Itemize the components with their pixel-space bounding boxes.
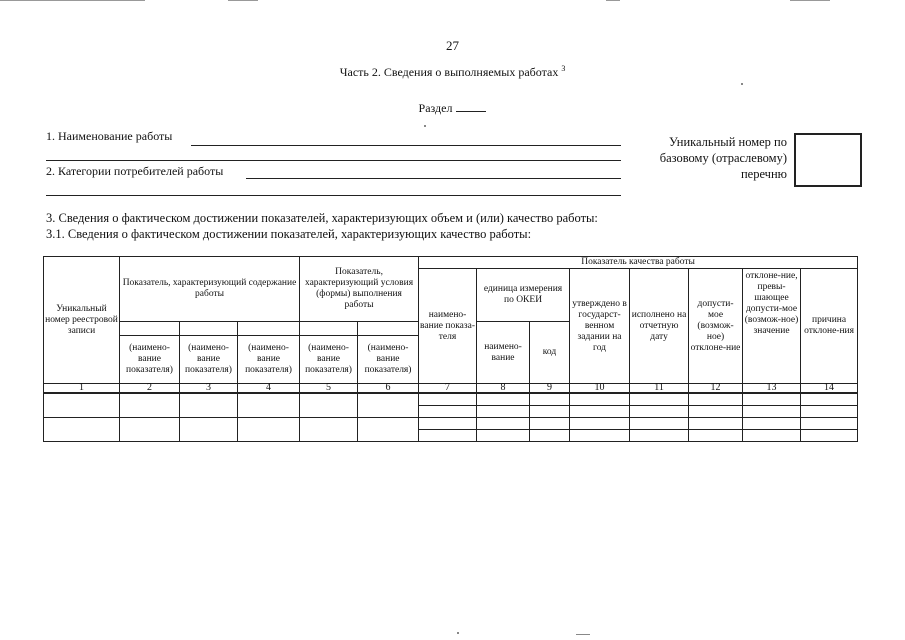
table-cell [530, 406, 570, 418]
top-edge-mark [790, 0, 830, 1]
column-number: 3 [180, 384, 238, 394]
header-allowed-deviation: допусти-мое (возмож-ное) отклоне-ние [689, 269, 743, 384]
table-cell [801, 430, 858, 442]
table-cell [358, 393, 419, 418]
table-cell [238, 418, 300, 442]
column-number: 4 [238, 384, 300, 394]
quality-indicators-table [43, 256, 858, 442]
table-cell [689, 418, 743, 430]
table-cell [120, 393, 180, 418]
header-conditions-indicator-2: (наимено-вание показателя) [358, 336, 419, 384]
field-consumers-line [246, 178, 621, 179]
column-number: 11 [630, 384, 689, 394]
unique-number-box [794, 133, 862, 187]
header-content-group: Показатель, характеризующий содержание работы [120, 257, 300, 322]
part-title [0, 64, 905, 80]
table-cell [630, 393, 689, 406]
table-cell [630, 406, 689, 418]
table-cell [530, 393, 570, 406]
footnote-marker: 3 [561, 64, 566, 73]
top-edge-mark [228, 0, 258, 1]
section-number-blank [456, 99, 486, 112]
scan-speck [457, 632, 459, 634]
table-cell [570, 406, 630, 418]
column-number: 12 [689, 384, 743, 394]
table-cell [238, 393, 300, 418]
field-work-name-label: 1. Наименование работы [46, 129, 173, 143]
table-cell [477, 406, 530, 418]
header-unit-group: единица измерения по ОКЕИ [477, 269, 570, 322]
bottom-edge-mark [576, 634, 590, 635]
table-cell [300, 418, 358, 442]
table-cell [570, 430, 630, 442]
header-executed: исполнено на отчетную дату [630, 269, 689, 384]
table-cell [743, 430, 801, 442]
section-label: Раздел [418, 101, 453, 115]
column-number: 2 [120, 384, 180, 394]
header-content-indicator-2: (наимено-вание показателя) [180, 336, 238, 384]
page-number: 27 [446, 38, 459, 53]
table-cell [180, 418, 238, 442]
table-cell [630, 430, 689, 442]
column-number: 7 [419, 384, 477, 394]
header-conditions-group: Показатель, характеризующий условия (формы) выполнения работы [300, 257, 419, 322]
info-section-3-1: 3.1. Сведения о фактическом достижении показателей, характеризующих качество работы: [46, 227, 532, 241]
table-cell [120, 418, 180, 442]
header-registry-number: Уникальный номер реестровой записи [44, 257, 120, 384]
header-quality-group: Показатель качества работы [419, 257, 858, 269]
section-heading [0, 99, 905, 116]
field-consumers-label: 2. Категории потребителей работы [46, 164, 224, 178]
scan-speck [424, 125, 426, 127]
column-number: 6 [358, 384, 419, 394]
table-row [44, 418, 858, 430]
header-content-sub-1-top [120, 322, 180, 336]
unique-number-label: Уникальный номер по базовому (отраслевому) перечню [659, 135, 787, 181]
table-cell [801, 418, 858, 430]
header-content-indicator-1: (наимено-вание показателя) [120, 336, 180, 384]
table-cell [419, 393, 477, 406]
info-section-3: 3. Сведения о фактическом достижении показателей, характеризующих объем и (или) качество работы: [46, 211, 598, 225]
table-cell [180, 393, 238, 418]
header-deviation-reason: причина отклоне-ния [801, 269, 858, 384]
table-cell [801, 406, 858, 418]
top-edge-mark [606, 0, 620, 1]
table-cell [630, 418, 689, 430]
header-conditions-sub-2-top [358, 322, 419, 336]
column-number: 13 [743, 384, 801, 394]
top-edge-mark [0, 0, 145, 1]
column-number: 8 [477, 384, 530, 394]
table-cell [570, 418, 630, 430]
column-number: 9 [530, 384, 570, 394]
table-cell [530, 430, 570, 442]
column-number: 1 [44, 384, 120, 394]
table-cell [743, 393, 801, 406]
table-cell [477, 430, 530, 442]
table-cell [689, 406, 743, 418]
table-row [44, 393, 858, 406]
header-content-indicator-3: (наимено-вание показателя) [238, 336, 300, 384]
table-cell [44, 418, 120, 442]
table-cell [419, 406, 477, 418]
column-number: 5 [300, 384, 358, 394]
table-cell [477, 393, 530, 406]
header-approved: утверждено в государст-венном задании на год [570, 269, 630, 384]
part-title-text: Часть 2. Сведения о выполняемых работах [339, 65, 559, 79]
header-unit-name: наимено-вание [477, 322, 530, 384]
table-cell [419, 430, 477, 442]
header-content-sub-2-top [180, 322, 238, 336]
header-unit-code: код [530, 322, 570, 384]
header-exceeding-deviation: отклоне-ние, превы-шающее допусти-мое (возмож-ное) значение [743, 269, 801, 384]
column-number: 10 [570, 384, 630, 394]
table-cell [300, 393, 358, 418]
field-consumers-line-2 [46, 195, 621, 196]
scan-speck [741, 83, 743, 85]
header-conditions-sub-1-top [300, 322, 358, 336]
field-work-name-line [191, 145, 621, 146]
table-cell [477, 418, 530, 430]
table-cell [419, 418, 477, 430]
table-cell [801, 393, 858, 406]
table-cell [689, 430, 743, 442]
header-content-sub-3-top [238, 322, 300, 336]
table-cell [44, 393, 120, 418]
field-work-name-line-2 [46, 160, 621, 161]
table-cell [743, 406, 801, 418]
table-cell [689, 393, 743, 406]
table-cell [358, 418, 419, 442]
table-cell [743, 418, 801, 430]
column-number: 14 [801, 384, 858, 394]
header-indicator-name: наимено-вание показа-теля [419, 269, 477, 384]
table-cell [530, 418, 570, 430]
header-conditions-indicator-1: (наимено-вание показателя) [300, 336, 358, 384]
table-cell [570, 393, 630, 406]
